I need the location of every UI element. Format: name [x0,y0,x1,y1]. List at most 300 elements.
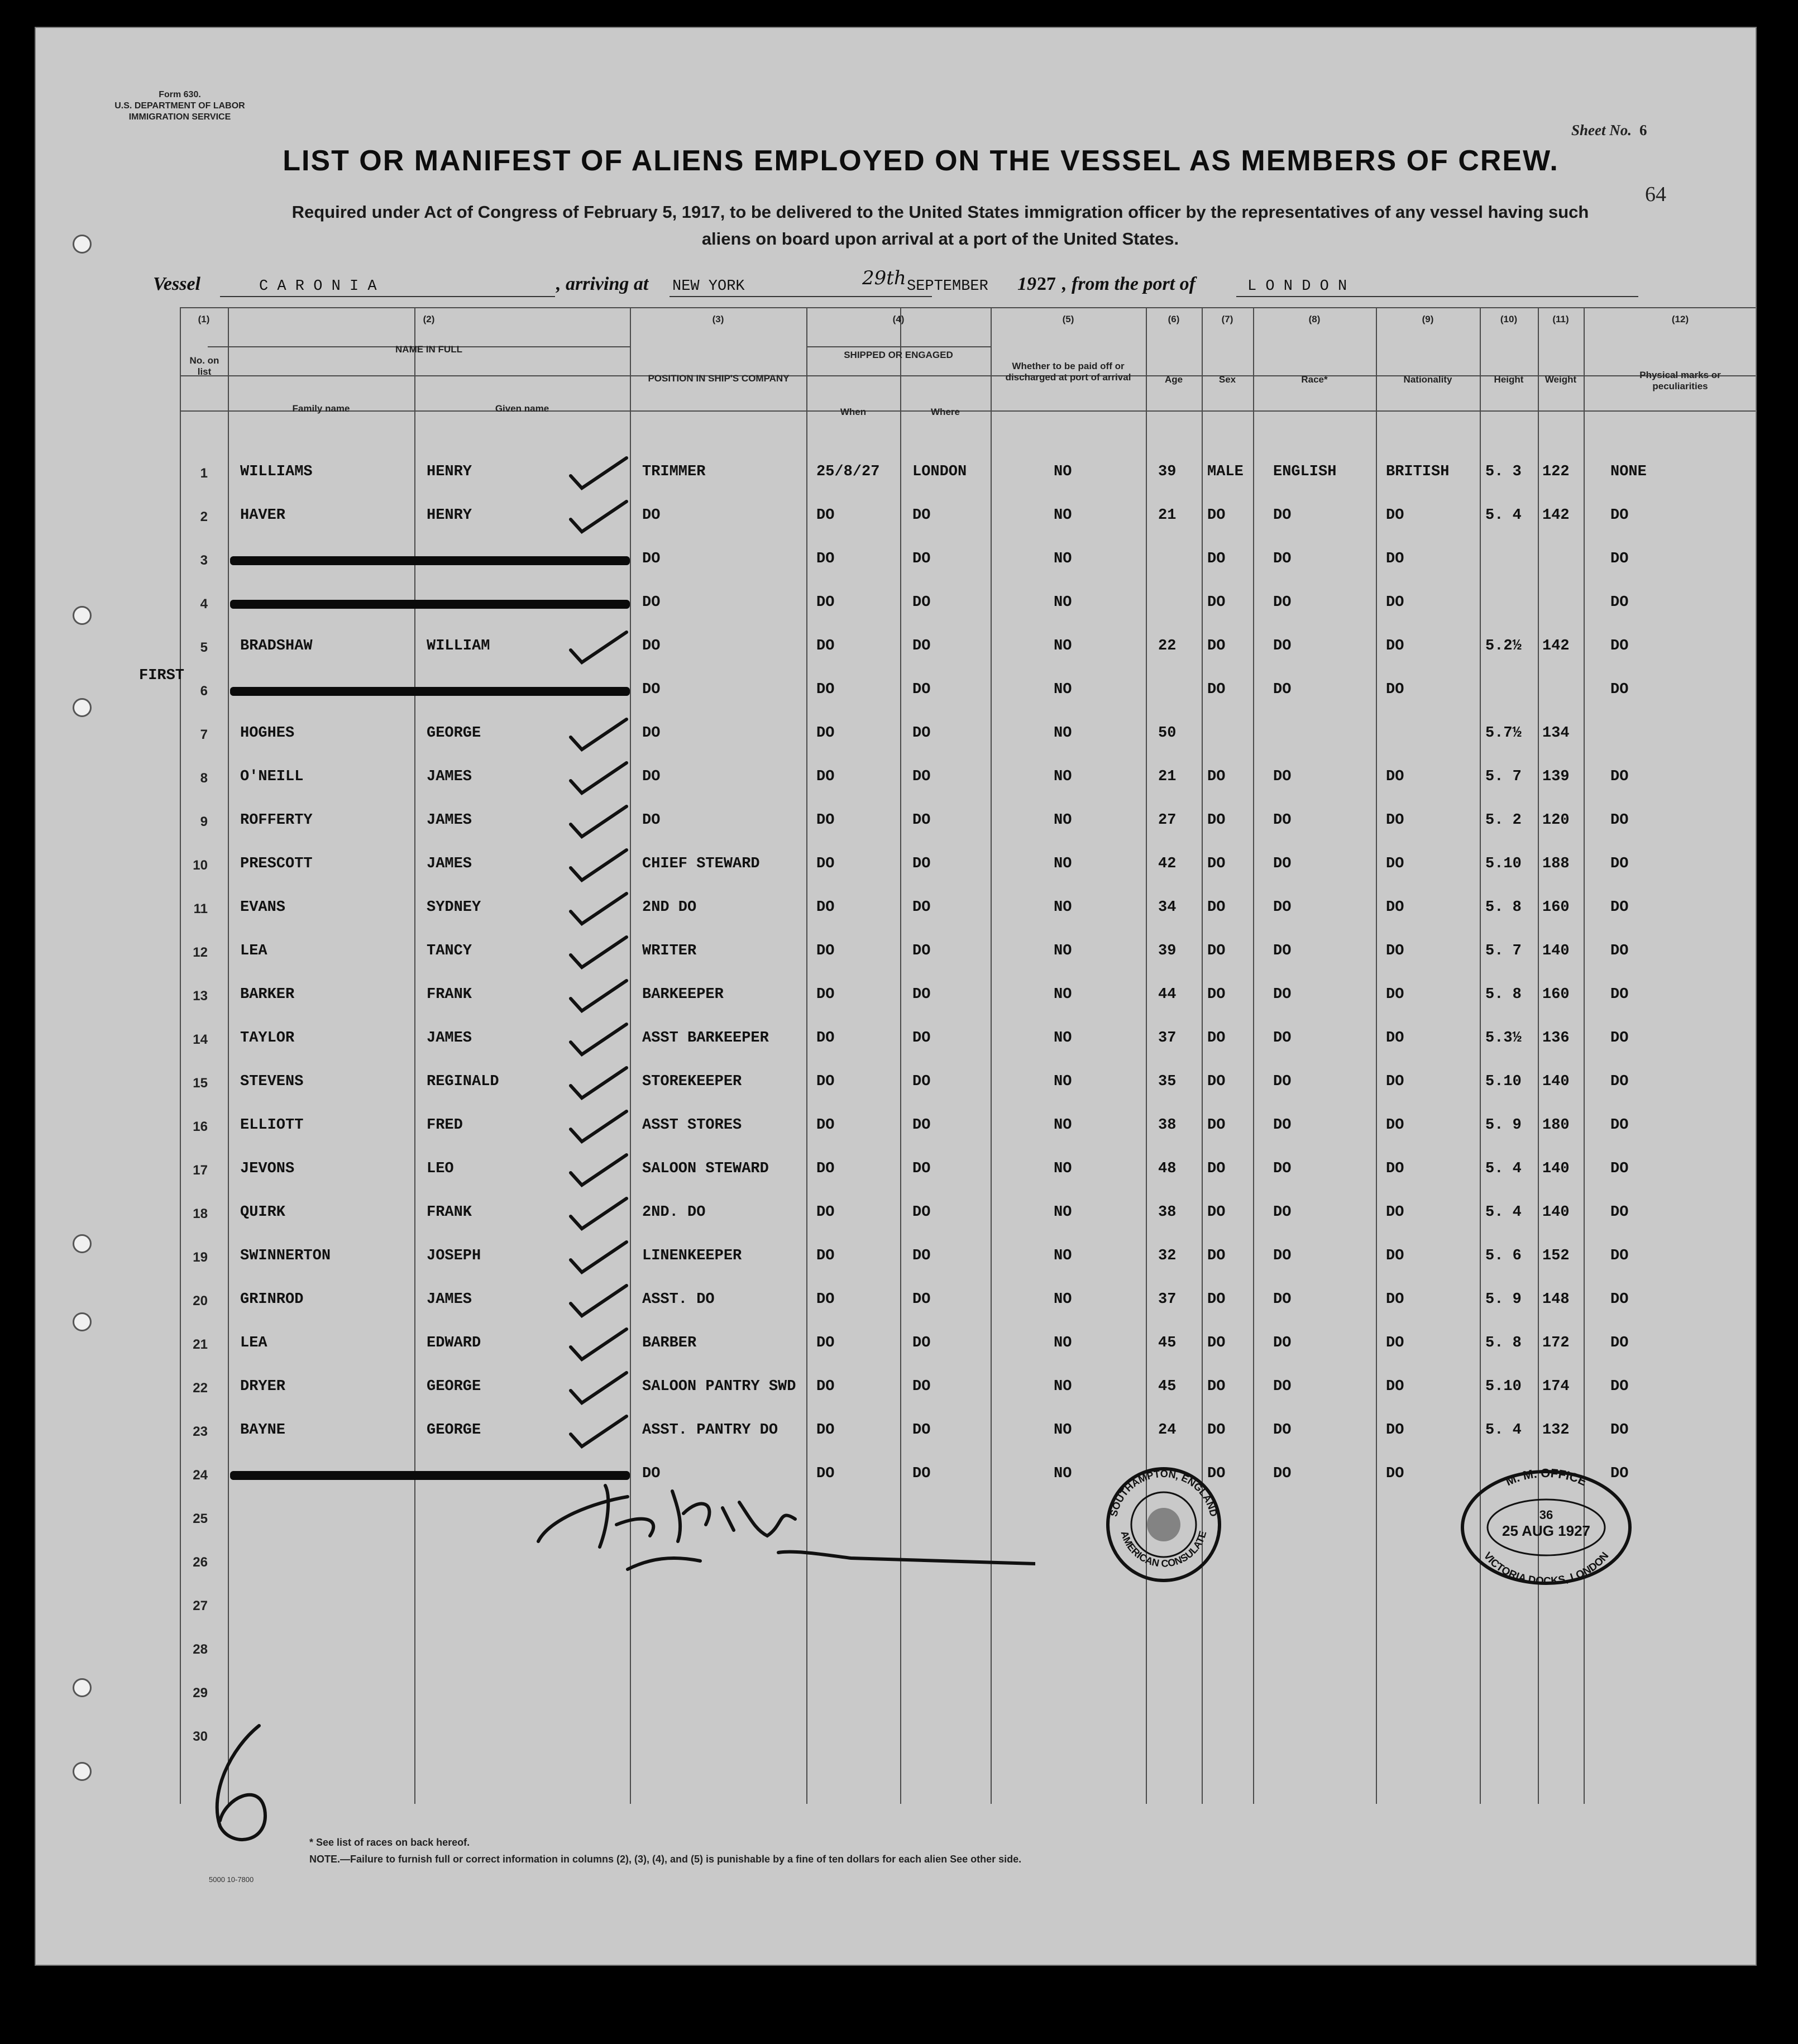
col1-number: (1) [198,314,210,324]
cell-race: DO [1273,1161,1292,1177]
cell-weight: 140 [1542,1161,1570,1177]
cell-race: DO [1273,681,1292,698]
cell-weight: 148 [1542,1291,1570,1308]
cell-position: ASST. PANTRY DO [642,1422,778,1439]
cell-age: 45 [1158,1335,1177,1351]
cell-age: 37 [1158,1291,1177,1308]
cell-marks: NONE [1610,464,1647,480]
year-value: 27 [1037,274,1056,294]
cell-position: BARBER [642,1335,697,1351]
footnote-penalty: NOTE.—Failure to furnish full or correct information in columns (2), (3), (4), and (5) is punishable by a fine of ten dollars for each alien See other side. [309,1854,1022,1865]
cell-paid: NO [1054,812,1072,829]
cell-nationality: DO [1386,594,1404,611]
cell-age: 39 [1158,943,1177,959]
cell-when: DO [816,594,835,611]
cell-when: DO [816,899,835,916]
row-number: 1 [200,466,208,481]
cell-marks: DO [1610,1073,1629,1090]
row-number: 10 [193,858,208,873]
cell-where: DO [912,986,931,1003]
cell-marks: DO [1610,1378,1629,1395]
cell-weight: 160 [1542,986,1570,1003]
cell-weight: 136 [1542,1030,1570,1047]
cell-position: DO [642,551,661,567]
cell-family: QUIRK [240,1204,286,1221]
cell-weight: 142 [1542,507,1570,524]
cell-nationality: DO [1386,1465,1404,1482]
mm-office-stamp-title: M. M. OFFICE [1503,1465,1589,1489]
cell-where: DO [912,1204,931,1221]
col11-number: (11) [1552,314,1569,324]
check-mark [565,628,632,667]
cell-nationality: DO [1386,1204,1404,1221]
cell-family: STEVENS [240,1073,304,1090]
cell-marks: DO [1610,899,1629,916]
col5-number: (5) [1062,314,1074,324]
cell-sex: DO [1207,1378,1226,1395]
cell-marks: DO [1610,507,1629,524]
cell-paid: NO [1054,594,1072,611]
sheet-value: 6 [1639,122,1647,139]
row-number: 18 [193,1206,208,1221]
cell-where: DO [912,1161,931,1177]
check-mark [565,1194,632,1233]
cell-given: LEO [427,1161,454,1177]
cell-where: DO [912,768,931,785]
col6-label: Age [1164,374,1183,385]
cell-race: DO [1273,1465,1292,1482]
check-mark [565,1150,632,1190]
cell-when: DO [816,1291,835,1308]
cell-paid: NO [1054,1335,1072,1351]
col2-number: (2) [423,314,435,324]
cell-paid: NO [1054,1161,1072,1177]
cell-race: DO [1273,812,1292,829]
signature [516,1458,1035,1580]
cell-sex: DO [1207,1248,1226,1264]
cell-family: LEA [240,1335,267,1351]
cell-marks: DO [1610,638,1629,655]
cell-nationality: DO [1386,812,1404,829]
cell-nationality: DO [1386,856,1404,872]
row-number: 7 [200,727,208,742]
cell-position: SALOON PANTRY SWD [642,1378,796,1395]
page-title: LIST OR MANIFEST OF ALIENS EMPLOYED ON THE VESSEL AS MEMBERS OF CREW. [283,145,1559,177]
cell-where: DO [912,1465,931,1482]
cell-given: JAMES [427,1030,472,1047]
row-number: 11 [193,901,208,916]
col11-label: Weight [1544,374,1577,385]
binding-hole [73,698,92,717]
cell-sex: DO [1207,812,1226,829]
cell-where: DO [912,638,931,655]
cell-sex: DO [1207,768,1226,785]
cell-height: 5.10 [1485,1378,1522,1395]
cell-given: REGINALD [427,1073,499,1090]
cell-height: 5.10 [1485,856,1522,872]
cell-race: DO [1273,594,1292,611]
binding-hole [73,606,92,625]
cell-given: GEORGE [427,1422,481,1439]
cell-nationality: DO [1386,1335,1404,1351]
cell-paid: NO [1054,507,1072,524]
row-number: 5 [200,640,208,655]
row-number: 13 [193,988,208,1004]
cell-position: STOREKEEPER [642,1073,742,1090]
col8-label: Race* [1301,374,1328,385]
cell-nationality: DO [1386,638,1404,655]
cell-when: 25/8/27 [816,464,880,480]
cell-sex: DO [1207,1161,1226,1177]
cell-when: DO [816,507,835,524]
col7-label: Sex [1218,374,1236,385]
col3-label: POSITION IN SHIP'S COMPANY [648,373,790,384]
cell-sex: DO [1207,1117,1226,1134]
cell-race: DO [1273,1248,1292,1264]
cell-race: DO [1273,768,1292,785]
cell-height: 5. 4 [1485,1161,1522,1177]
cell-marks: DO [1610,812,1629,829]
consulate-stamp [1099,1463,1228,1586]
cell-family: EVANS [240,899,286,916]
col4-where: Where [931,407,960,417]
cell-paid: NO [1054,768,1072,785]
col1-label: No. on list [189,355,219,377]
row-number: 23 [193,1424,208,1439]
cell-paid: NO [1054,551,1072,567]
mm-office-stamp [1454,1463,1638,1592]
row-number: 20 [193,1293,208,1308]
row-number: 12 [193,945,208,960]
row-number: 9 [200,814,208,829]
cell-marks: DO [1610,1030,1629,1047]
cell-position: SALOON STEWARD [642,1161,769,1177]
cell-position: DO [642,1465,661,1482]
cell-height: 5. 2 [1485,812,1522,829]
subtitle-line-1: Required under Act of Congress of February 5, 1917, to be delivered to the United States immigration officer by the representatives of any vessel having such [291,202,1589,222]
cell-where: DO [912,943,931,959]
binding-hole [73,235,92,254]
row-number: 2 [200,509,208,524]
cell-given: GEORGE [427,725,481,742]
cell-position: ASST BARKEEPER [642,1030,769,1047]
cell-height: 5. 9 [1485,1117,1522,1134]
cell-where: DO [912,551,931,567]
cell-height: 5. 7 [1485,768,1522,785]
cell-sex: MALE [1207,464,1244,480]
cell-marks: DO [1610,1335,1629,1351]
cell-sex: DO [1207,681,1226,698]
cell-age: 42 [1158,856,1177,872]
cell-when: DO [816,812,835,829]
cell-marks: DO [1610,1465,1629,1482]
cell-sex: DO [1207,1030,1226,1047]
row-number: 28 [193,1642,208,1657]
cell-when: DO [816,1161,835,1177]
cell-weight: 140 [1542,943,1570,959]
check-mark [565,1238,632,1277]
check-mark [565,1107,632,1146]
arriving-port: NEW YORK [672,278,745,295]
cell-family: JEVONS [240,1161,295,1177]
binding-hole [73,1234,92,1253]
cell-given: WILLIAM [427,638,490,655]
cell-nationality: DO [1386,1422,1404,1439]
cell-position: WRITER [642,943,697,959]
cell-when: DO [816,986,835,1003]
col3-number: (3) [712,314,724,324]
cell-race: DO [1273,507,1292,524]
cell-marks: DO [1610,594,1629,611]
cell-race: DO [1273,1422,1292,1439]
cell-height: 5. 8 [1485,986,1522,1003]
col2-given: Given name [495,403,549,414]
cell-paid: NO [1054,681,1072,698]
cell-family: BRADSHAW [240,638,313,655]
cell-position: TRIMMER [642,464,706,480]
cell-age: 37 [1158,1030,1177,1047]
service-name: IMMIGRATION SERVICE [128,112,231,122]
cell-position: DO [642,638,661,655]
binding-hole [73,1678,92,1697]
cell-age: 50 [1158,725,1177,742]
cell-when: DO [816,638,835,655]
cell-paid: NO [1054,1073,1072,1090]
cell-sex: DO [1207,507,1226,524]
cell-nationality: DO [1386,943,1404,959]
check-mark [565,1412,632,1451]
cell-nationality: DO [1386,1248,1404,1264]
cell-marks: DO [1610,551,1629,567]
cell-where: DO [912,1291,931,1308]
department-name: U.S. DEPARTMENT OF LABOR [114,101,245,111]
cell-height: 5. 8 [1485,1335,1522,1351]
cell-when: DO [816,1073,835,1090]
handwritten-six [198,1715,298,1854]
cell-age: 44 [1158,986,1177,1003]
cell-age: 34 [1158,899,1177,916]
cell-sex: DO [1207,1422,1226,1439]
date-month: SEPTEMBER [907,278,988,295]
col12-label: Physical marks or peculiarities [1639,370,1721,391]
cell-given: JAMES [427,1291,472,1308]
cell-marks: DO [1610,943,1629,959]
cell-weight: 142 [1542,638,1570,655]
cell-height: 5.10 [1485,1073,1522,1090]
cell-age: 24 [1158,1422,1177,1439]
redaction-bar [230,600,630,609]
row-number: 30 [193,1729,208,1744]
svg-text:M. M. OFFICE [1503,1466,1589,1489]
cell-family: PRESCOTT [240,856,313,872]
cell-marks: DO [1610,768,1629,785]
cell-nationality: DO [1386,1030,1404,1047]
cell-race: DO [1273,1378,1292,1395]
col10-label: Height [1494,374,1524,385]
cell-position: CHIEF STEWARD [642,856,760,872]
cell-position: LINENKEEPER [642,1248,742,1264]
year-prefix: 19 [1017,274,1036,294]
cell-family: LEA [240,943,267,959]
col4-number: (4) [892,314,905,324]
cell-age: 38 [1158,1204,1177,1221]
row-number: 15 [193,1076,208,1091]
cell-sex: DO [1207,1291,1226,1308]
first-class-label: FIRST [139,667,185,684]
cell-where: DO [912,1117,931,1134]
col2-family: Family name [292,403,350,414]
cell-family: GRINROD [240,1291,304,1308]
cell-sex: DO [1207,899,1226,916]
col4-label: SHIPPED OR ENGAGED [844,350,953,360]
cell-given: FRANK [427,986,472,1003]
cell-position: DO [642,681,661,698]
check-mark [565,846,632,885]
cell-height: 5. 4 [1485,1422,1522,1439]
col12-number: (12) [1671,314,1689,324]
cell-height: 5.7½ [1485,725,1522,742]
col8-number: (8) [1308,314,1321,324]
cell-paid: NO [1054,856,1072,872]
cell-paid: NO [1054,1291,1072,1308]
row-number: 4 [200,596,208,612]
cell-age: 21 [1158,768,1177,785]
cell-given: TANCY [427,943,472,959]
cell-where: DO [912,1335,931,1351]
cell-position: BARKEEPER [642,986,724,1003]
cell-race: DO [1273,1030,1292,1047]
cell-where: DO [912,1422,931,1439]
cell-race: DO [1273,1291,1292,1308]
row-number: 21 [193,1337,208,1352]
cell-nationality: DO [1386,1291,1404,1308]
cell-position: 2ND. DO [642,1204,706,1221]
cell-family: O'NEILL [240,768,304,785]
cell-nationality: BRITISH [1386,464,1450,480]
cell-position: DO [642,594,661,611]
cell-when: DO [816,681,835,698]
cell-marks: DO [1610,1422,1629,1439]
cell-paid: NO [1054,1378,1072,1395]
cell-age: 35 [1158,1073,1177,1090]
cell-paid: NO [1054,638,1072,655]
binding-hole [73,1762,92,1781]
check-mark [565,933,632,972]
cell-sex: DO [1207,986,1226,1003]
sheet-label: Sheet No. [1571,122,1632,139]
cell-paid: NO [1054,1030,1072,1047]
row-number: 26 [193,1555,208,1570]
cell-where: DO [912,725,931,742]
cell-paid: NO [1054,1204,1072,1221]
arriving-label: , arriving at [556,274,649,294]
cell-where: DO [912,594,931,611]
cell-when: DO [816,1422,835,1439]
cell-age: 21 [1158,507,1177,524]
cell-paid: NO [1054,1248,1072,1264]
cell-family: SWINNERTON [240,1248,331,1264]
cell-marks: DO [1610,1117,1629,1134]
cell-height: 5. 8 [1485,899,1522,916]
vessel-name: C A R O N I A [259,278,377,295]
cell-height: 5. 3 [1485,464,1522,480]
col4-when: When [840,407,867,417]
cell-age: 48 [1158,1161,1177,1177]
row-number: 17 [193,1163,208,1178]
check-mark [565,453,632,493]
cell-position: DO [642,812,661,829]
cell-weight: 134 [1542,725,1570,742]
print-code: 5000 10-7800 [209,1875,254,1884]
cell-age: 27 [1158,812,1177,829]
cell-nationality: DO [1386,1378,1404,1395]
cell-height: 5.2½ [1485,638,1522,655]
cell-race: DO [1273,1335,1292,1351]
mm-office-stamp-location: VICTORIA DOCKS, LONDON [1481,1550,1611,1588]
cell-race: DO [1273,638,1292,655]
cell-marks: DO [1610,681,1629,698]
manifest-sheet [35,27,1757,1966]
cell-paid: NO [1054,725,1072,742]
cell-age: 45 [1158,1378,1177,1395]
cell-age: 32 [1158,1248,1177,1264]
cell-nationality: DO [1386,986,1404,1003]
cell-paid: NO [1054,1465,1072,1482]
cell-position: 2ND DO [642,899,697,916]
page-number: 64 [1645,183,1666,206]
cell-where: DO [912,507,931,524]
check-mark [565,976,632,1015]
cell-race: DO [1273,856,1292,872]
binding-hole [73,1312,92,1331]
redaction-bar [230,556,630,565]
cell-race: DO [1273,943,1292,959]
col6-number: (6) [1168,314,1180,324]
cell-where: DO [912,899,931,916]
cell-given: JAMES [427,812,472,829]
cell-weight: 174 [1542,1378,1570,1395]
cell-marks: DO [1610,986,1629,1003]
cell-race: DO [1273,1117,1292,1134]
check-mark [565,802,632,841]
cell-race: DO [1273,899,1292,916]
cell-sex: DO [1207,551,1226,567]
cell-where: DO [912,1030,931,1047]
col5-label: Whether to be paid off or discharged at port of arrival [1005,361,1131,383]
date-day: 29th [862,267,906,289]
cell-family: BAYNE [240,1422,286,1439]
cell-where: DO [912,1378,931,1395]
cell-nationality: DO [1386,507,1404,524]
cell-weight: 122 [1542,464,1570,480]
check-mark [565,1020,632,1059]
cell-position: ASST STORES [642,1117,742,1134]
cell-weight: 188 [1542,856,1570,872]
footer-notes [309,1834,1021,1868]
from-label: , from the port of [1062,274,1196,294]
cell-given: HENRY [427,507,472,524]
cell-paid: NO [1054,943,1072,959]
cell-when: DO [816,856,835,872]
cell-weight: 140 [1542,1204,1570,1221]
cell-when: DO [816,1117,835,1134]
cell-marks: DO [1610,856,1629,872]
cell-when: DO [816,1378,835,1395]
cell-when: DO [816,1030,835,1047]
mm-office-stamp-date: 25 AUG 1927 [1501,1522,1591,1539]
cell-age: 39 [1158,464,1177,480]
check-mark [565,497,632,536]
